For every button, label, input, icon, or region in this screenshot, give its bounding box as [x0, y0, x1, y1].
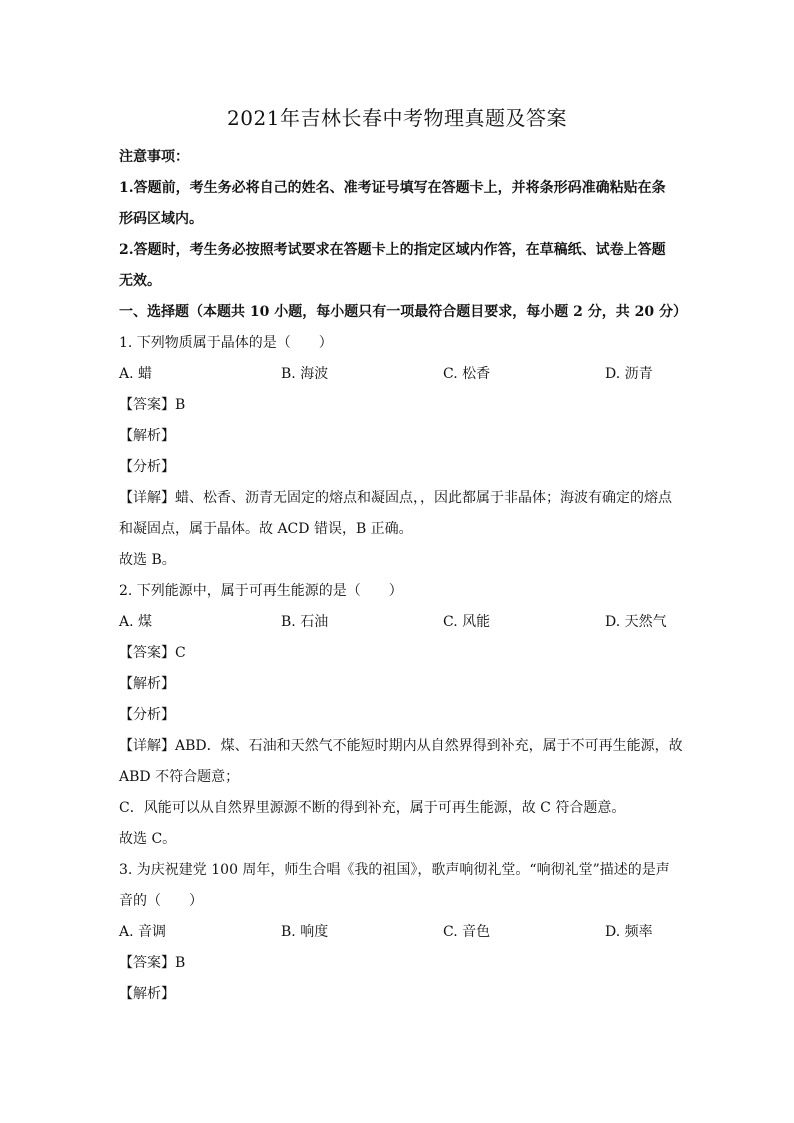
notice-item-2-line-1: 2.答题时，考生务必按照考试要求在答题卡上的指定区域内作答，在草稿纸、试卷上答题 [119, 242, 666, 258]
question-2-option-d: D. 天然气 [605, 614, 667, 630]
question-1-fenxi-label: 【分析】 [119, 459, 175, 475]
question-2-conclusion: 故选 C。 [119, 831, 177, 847]
question-2-options [119, 607, 679, 638]
question-1-answer: 【答案】B [119, 397, 186, 413]
notice-item-1-line-1: 1.答题前，考生务必将自己的姓名、准考证号填写在答题卡上，并将条形码准确粘贴在条 [119, 180, 666, 196]
question-2-detail-line-1: 【详解】ABD．煤、石油和天然气不能短时期内从自然界得到补充，属于不可再生能源，故 [119, 738, 683, 754]
question-2-answer: 【答案】C [119, 645, 186, 661]
question-3-stem-line-1: 3. 为庆祝建党 100 周年，师生合唱《我的祖国》，歌声响彻礼堂。“响彻礼堂”描述的是声 [119, 862, 670, 878]
question-3-option-b: B. 响度 [281, 924, 329, 940]
question-2-detail-line-2: ABD 不符合题意； [119, 769, 240, 785]
question-1-option-c: C. 松香 [443, 366, 491, 382]
question-2-option-c: C. 风能 [443, 614, 491, 630]
document-body [119, 142, 687, 1010]
notice-item-1-line-2: 形码区域内。 [119, 211, 203, 227]
question-1-conclusion: 故选 B。 [119, 552, 176, 568]
question-3-jiexi-label: 【解析】 [119, 986, 175, 1002]
question-1-option-a: A. 蜡 [119, 366, 153, 382]
section-1-heading: 一、选择题（本题共 10 小题，每小题只有一项最符合题目要求，每小题 2 分，共 20 分） [119, 304, 687, 320]
question-2-option-a: A. 煤 [119, 614, 153, 630]
question-3-stem-line-2: 音的（ ） [119, 893, 203, 909]
question-1-jiexi-label: 【解析】 [119, 428, 175, 444]
notice-heading: 注意事项： [119, 149, 189, 165]
question-1-option-d: D. 沥青 [605, 366, 653, 382]
question-3-option-c: C. 音色 [443, 924, 491, 940]
question-2-jiexi-label: 【解析】 [119, 676, 175, 692]
question-2-fenxi-label: 【分析】 [119, 707, 175, 723]
question-2-stem: 2. 下列能源中，属于可再生能源的是（ ） [119, 583, 403, 599]
question-2-detail-line-3: C．风能可以从自然界里源源不断的得到补充，属于可再生能源，故 C 符合题意。 [119, 800, 626, 816]
notice-item-2-line-2: 无效。 [119, 273, 161, 289]
question-3-options [119, 917, 679, 948]
page-title: 2021年吉林长春中考物理真题及答案 [227, 106, 567, 130]
question-1-detail-line-1: 【详解】蜡、松香、沥青无固定的熔点和凝固点，，因此都属于非晶体；海波有确定的熔点 [119, 490, 672, 506]
question-1-option-b: B. 海波 [281, 366, 329, 382]
question-3-answer: 【答案】B [119, 955, 186, 971]
question-1-options [119, 359, 679, 390]
question-2-option-b: B. 石油 [281, 614, 329, 630]
question-3-option-d: D. 频率 [605, 924, 653, 940]
question-1-stem: 1. 下列物质属于晶体的是（ ） [119, 335, 333, 351]
question-3-option-a: A. 音调 [119, 924, 167, 940]
question-1-detail-line-2: 和凝固点，属于晶体。故 ACD 错误，B 正确。 [119, 521, 413, 537]
